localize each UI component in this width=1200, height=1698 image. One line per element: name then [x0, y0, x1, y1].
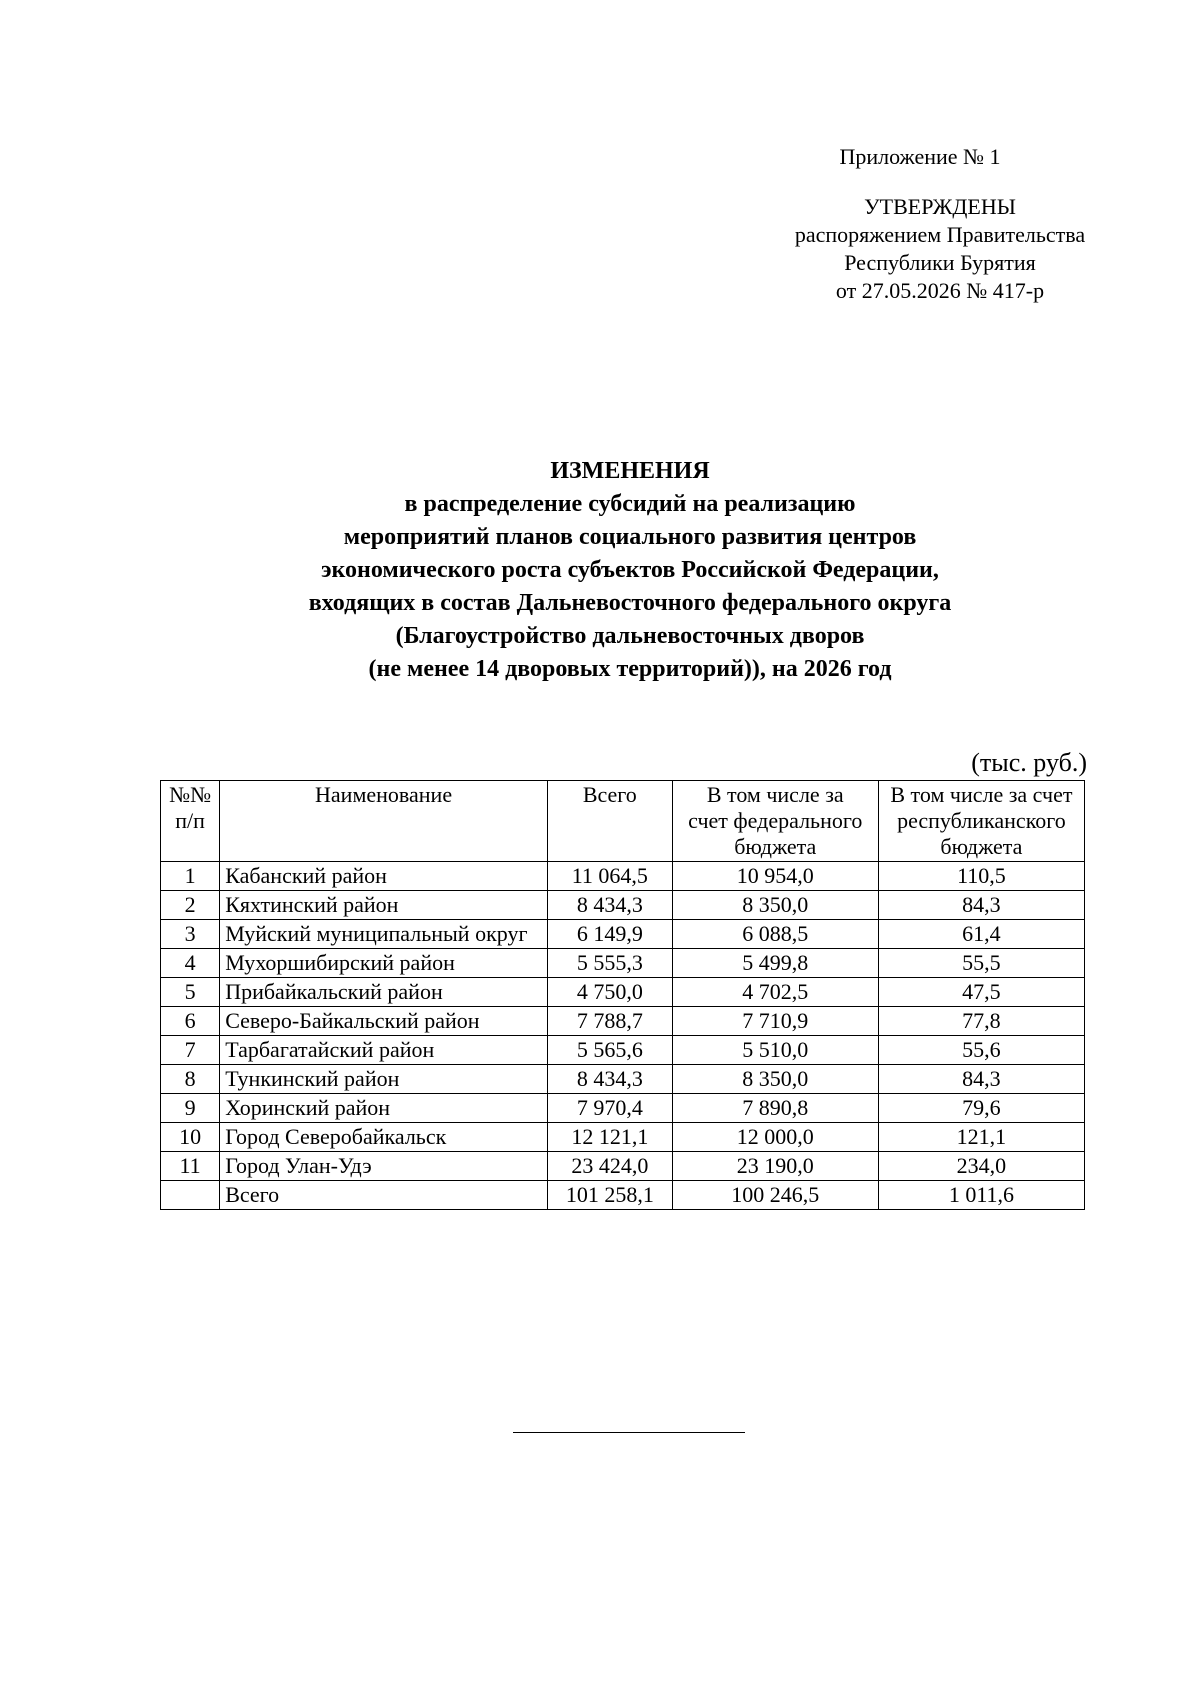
heading-line: (не менее 14 дворовых территорий)), на 2026 год — [368, 656, 892, 682]
row-number: 11 — [161, 1152, 220, 1181]
table-row — [161, 949, 1085, 978]
header-federal: В том числе за счет федерального бюджета — [672, 781, 878, 862]
row-name: Всего — [220, 1181, 548, 1210]
row-name: Кяхтинский район — [220, 891, 548, 920]
table-row — [161, 1065, 1085, 1094]
row-name: Тункинский район — [220, 1065, 548, 1094]
approval-authority: распоряжением Правительства — [794, 222, 1086, 247]
row-total: 8 434,3 — [547, 1065, 672, 1094]
row-federal: 12 000,0 — [672, 1123, 878, 1152]
row-name: Хоринский район — [220, 1094, 548, 1123]
row-federal: 5 510,0 — [672, 1036, 878, 1065]
row-number: 6 — [161, 1007, 220, 1036]
row-name: Прибайкальский район — [220, 978, 548, 1007]
header-number: №№ п/п — [161, 781, 220, 862]
row-republic: 121,1 — [878, 1123, 1084, 1152]
approved-label: УТВЕРЖДЕНЫ — [864, 194, 1016, 219]
heading-line: входящих в состав Дальневосточного федерального округа — [308, 590, 952, 616]
row-number: 4 — [161, 949, 220, 978]
row-federal: 6 088,5 — [672, 920, 878, 949]
table-row — [161, 1007, 1085, 1036]
heading-line: экономического роста субъектов Российской Федерации, — [321, 557, 939, 583]
row-federal: 10 954,0 — [672, 862, 878, 891]
row-name: Северо-Байкальский район — [220, 1007, 548, 1036]
row-republic: 84,3 — [878, 891, 1084, 920]
row-republic: 110,5 — [878, 862, 1084, 891]
row-republic: 79,6 — [878, 1094, 1084, 1123]
subsidy-table — [160, 780, 1085, 1210]
header-republic: В том числе за счет республиканского бюджета — [878, 781, 1084, 862]
row-total: 5 565,6 — [547, 1036, 672, 1065]
row-republic: 1 011,6 — [878, 1181, 1084, 1210]
row-federal: 8 350,0 — [672, 891, 878, 920]
row-federal: 7 710,9 — [672, 1007, 878, 1036]
row-name: Тарбагатайский район — [220, 1036, 548, 1065]
heading-line: мероприятий планов социального развития центров — [343, 524, 917, 550]
table-row — [161, 1036, 1085, 1065]
approval-date-number: от 27.05.2026 № 417-р — [835, 278, 1045, 303]
row-federal: 7 890,8 — [672, 1094, 878, 1123]
row-federal: 23 190,0 — [672, 1152, 878, 1181]
row-total: 12 121,1 — [547, 1123, 672, 1152]
table-row — [161, 1152, 1085, 1181]
approval-region: Республики Бурятия — [844, 250, 1036, 275]
header-total: Всего — [547, 781, 672, 862]
row-federal: 4 702,5 — [672, 978, 878, 1007]
table-row — [161, 1094, 1085, 1123]
row-number: 1 — [161, 862, 220, 891]
row-total: 11 064,5 — [547, 862, 672, 891]
row-number: 10 — [161, 1123, 220, 1152]
row-republic: 84,3 — [878, 1065, 1084, 1094]
heading-line: в распределение субсидий на реализацию — [404, 491, 856, 517]
table-header-row — [161, 781, 1085, 862]
row-republic: 55,6 — [878, 1036, 1084, 1065]
row-federal: 100 246,5 — [672, 1181, 878, 1210]
row-total: 7 970,4 — [547, 1094, 672, 1123]
approval-block — [740, 143, 1140, 305]
row-name: Муйский муниципальный округ — [220, 920, 548, 949]
annex-label: Приложение № 1 — [839, 144, 1001, 169]
row-number: 2 — [161, 891, 220, 920]
row-republic: 61,4 — [878, 920, 1084, 949]
row-number: 5 — [161, 978, 220, 1007]
row-total: 6 149,9 — [547, 920, 672, 949]
row-republic: 77,8 — [878, 1007, 1084, 1036]
row-number — [161, 1181, 220, 1210]
table-row — [161, 891, 1085, 920]
document-title: ИЗМЕНЕНИЯ — [550, 458, 710, 484]
table-row — [161, 978, 1085, 1007]
closing-rule — [513, 1432, 745, 1433]
header-name: Наименование — [220, 781, 548, 862]
row-name: Кабанский район — [220, 862, 548, 891]
row-republic: 234,0 — [878, 1152, 1084, 1181]
table-total-row — [161, 1181, 1085, 1210]
row-federal: 8 350,0 — [672, 1065, 878, 1094]
document-heading — [100, 455, 1160, 686]
row-republic: 55,5 — [878, 949, 1084, 978]
row-total: 101 258,1 — [547, 1181, 672, 1210]
row-name: Город Северобайкальск — [220, 1123, 548, 1152]
table-row — [161, 920, 1085, 949]
row-federal: 5 499,8 — [672, 949, 878, 978]
row-republic: 47,5 — [878, 978, 1084, 1007]
row-name: Мухоршибирский район — [220, 949, 548, 978]
table-row — [161, 1123, 1085, 1152]
row-total: 23 424,0 — [547, 1152, 672, 1181]
row-number: 7 — [161, 1036, 220, 1065]
row-number: 8 — [161, 1065, 220, 1094]
table-row — [161, 862, 1085, 891]
row-number: 3 — [161, 920, 220, 949]
row-total: 7 788,7 — [547, 1007, 672, 1036]
row-name: Город Улан-Удэ — [220, 1152, 548, 1181]
row-number: 9 — [161, 1094, 220, 1123]
row-total: 4 750,0 — [547, 978, 672, 1007]
row-total: 5 555,3 — [547, 949, 672, 978]
row-total: 8 434,3 — [547, 891, 672, 920]
heading-line: (Благоустройство дальневосточных дворов — [395, 623, 865, 649]
units-label: (тыс. руб.) — [971, 748, 1087, 777]
